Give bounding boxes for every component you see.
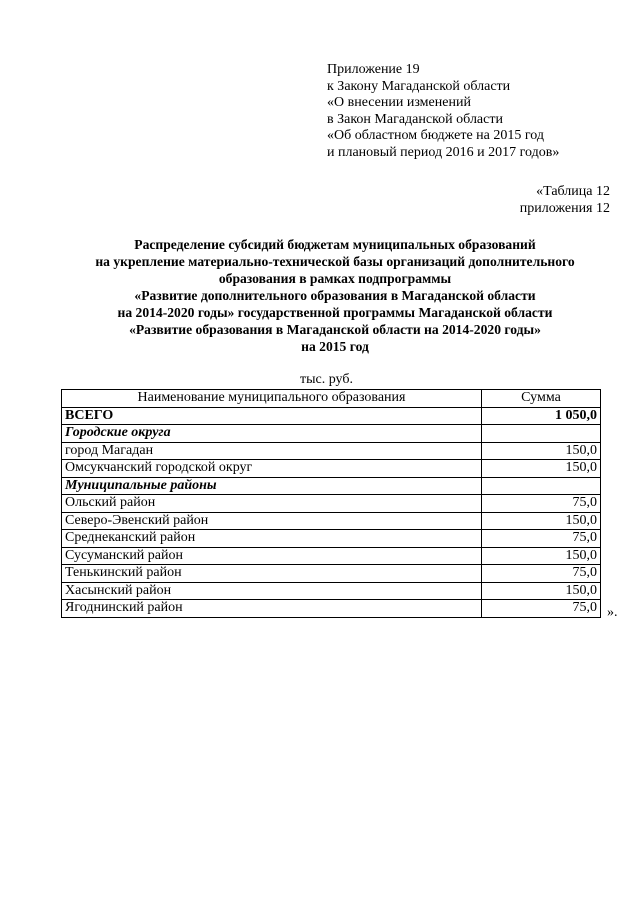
- total-sum: 1 050,0: [482, 407, 601, 425]
- title-line: образования в рамках подпрограммы: [218, 271, 452, 286]
- appendix-line: к Закону Магаданской области: [327, 78, 511, 94]
- table-row: [62, 442, 601, 460]
- total-label: ВСЕГО: [62, 407, 482, 425]
- table-row: [62, 600, 601, 618]
- appendix-line: «Об областном бюджете на 2015 год: [327, 128, 544, 144]
- table-header-row: [62, 390, 601, 408]
- title-line: на 2014-2020 годы» государственной программы Магаданской области: [117, 305, 553, 320]
- municipality-name: Северо-Эвенский район: [62, 512, 482, 530]
- appendix-line: «О внесении изменений: [327, 95, 471, 111]
- municipality-sum: 150,0: [482, 547, 601, 565]
- table-row: [62, 530, 601, 548]
- municipality-name: Ольский район: [62, 495, 482, 513]
- appendix-header: [327, 62, 559, 162]
- title-line: Распределение субсидий бюджетам муниципальных образований: [134, 237, 536, 252]
- closing-quote: ».: [607, 605, 618, 620]
- appendix-line: в Закон Магаданской области: [327, 111, 503, 127]
- subsidy-table: [61, 389, 601, 618]
- municipality-sum: 75,0: [482, 530, 601, 548]
- table-row: [62, 460, 601, 478]
- municipality-name: Сусуманский район: [62, 547, 482, 565]
- municipality-sum: 75,0: [482, 495, 601, 513]
- units-label: тыс. руб.: [300, 372, 353, 387]
- appendix-line: и плановый период 2016 и 2017 годов»: [327, 144, 560, 160]
- document-title: [40, 236, 630, 355]
- table-row: [62, 495, 601, 513]
- title-line: на укрепление материально-технической базы организаций дополнительного: [95, 254, 575, 269]
- group-title: Муниципальные районы: [62, 477, 482, 495]
- title-line: «Развитие образования в Магаданской области на 2014-2020 годы»: [129, 322, 541, 337]
- municipality-sum: 150,0: [482, 582, 601, 600]
- title-line: «Развитие дополнительного образования в Магаданской области: [134, 288, 536, 303]
- table-row: [62, 582, 601, 600]
- group-row: [62, 477, 601, 495]
- table-reference-line: приложения 12: [519, 200, 610, 216]
- column-header-name: Наименование муниципального образования: [62, 390, 482, 408]
- municipality-name: Омсукчанский городской округ: [62, 460, 482, 478]
- group-title: Городские округа: [62, 425, 482, 443]
- table-reference-line: «Таблица 12: [536, 184, 610, 199]
- table-row: [62, 512, 601, 530]
- municipality-name: Ягоднинский район: [62, 600, 482, 618]
- group-sum-empty: [482, 425, 601, 443]
- municipality-name: город Магадан: [62, 442, 482, 460]
- municipality-name: Тенькинский район: [62, 565, 482, 583]
- table-row: [62, 565, 601, 583]
- total-row: [62, 407, 601, 425]
- column-header-sum: Сумма: [482, 390, 601, 408]
- appendix-line: Приложение 19: [327, 62, 420, 77]
- municipality-sum: 150,0: [482, 512, 601, 530]
- table-row: [62, 547, 601, 565]
- municipality-sum: 150,0: [482, 442, 601, 460]
- municipality-sum: 75,0: [482, 600, 601, 618]
- municipality-name: Хасынский район: [62, 582, 482, 600]
- group-sum-empty: [482, 477, 601, 495]
- title-line: на 2015 год: [301, 339, 369, 354]
- municipality-name: Среднеканский район: [62, 530, 482, 548]
- municipality-sum: 150,0: [482, 460, 601, 478]
- table-reference: [520, 184, 610, 217]
- group-row: [62, 425, 601, 443]
- municipality-sum: 75,0: [482, 565, 601, 583]
